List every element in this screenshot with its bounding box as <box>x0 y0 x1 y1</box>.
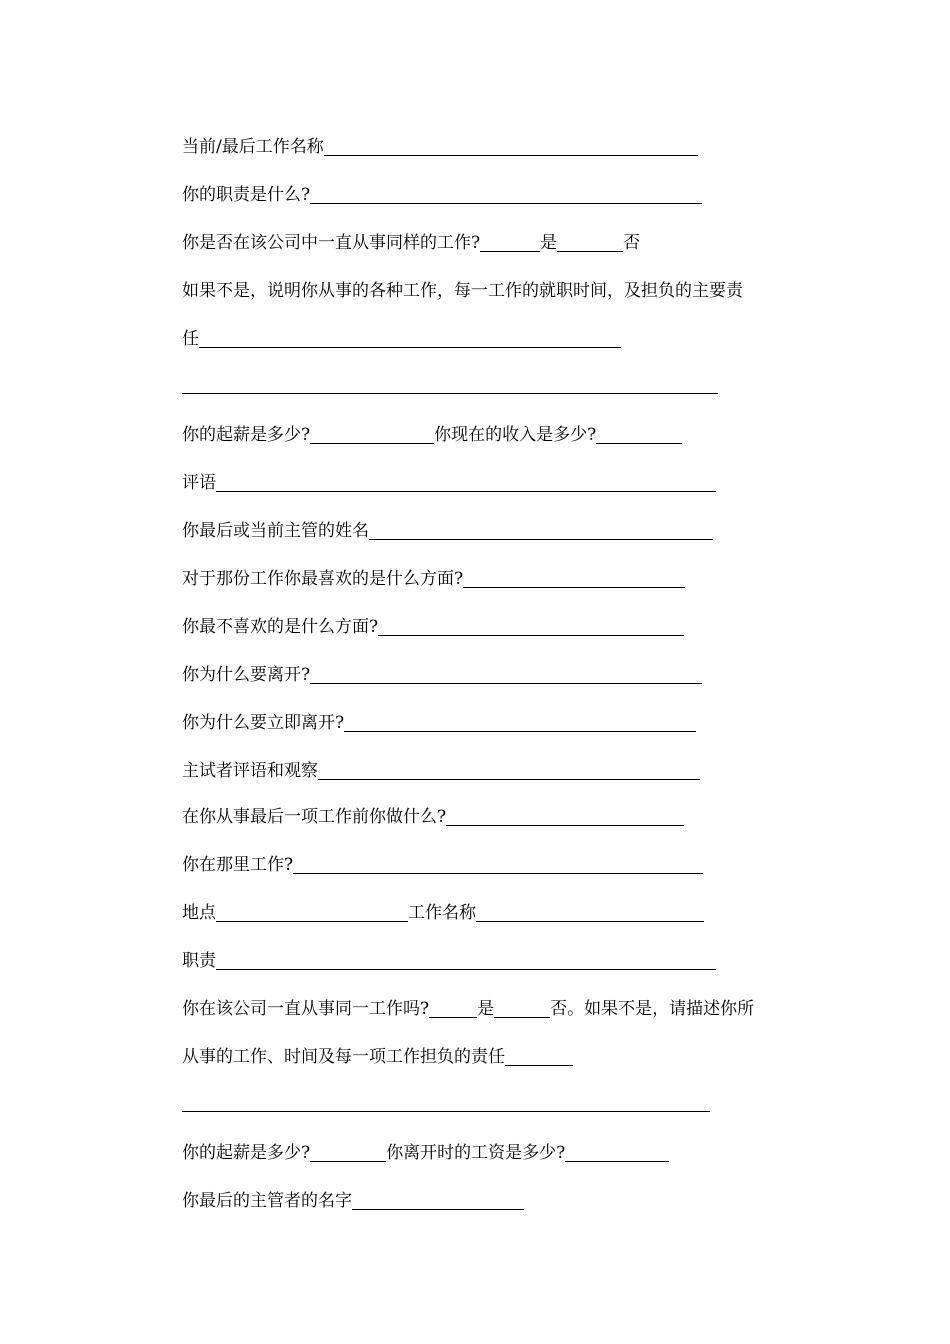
liked-least-row <box>182 616 684 638</box>
same-job-no-field[interactable] <box>557 234 623 252</box>
liked-least-field[interactable] <box>378 618 684 636</box>
current-income-field[interactable] <box>596 426 682 444</box>
why-leave-now-row <box>182 712 696 734</box>
prev-starting-salary-field[interactable] <box>310 1144 386 1162</box>
prev-same-job-yes-field[interactable] <box>429 1000 477 1018</box>
duties-row <box>182 184 702 206</box>
current-income-label: 你现在的收入是多少? <box>434 425 597 445</box>
prev-duties-row <box>182 950 716 972</box>
starting-salary-field[interactable] <box>310 426 434 444</box>
if-not-label: 如果不是，说明你从事的各种工作，每一工作的就职时间，及担负的主要责 <box>182 281 743 301</box>
supervisor-label: 你最后或当前主管的姓名 <box>182 521 369 541</box>
before-last-job-field[interactable] <box>446 808 684 826</box>
prev-starting-salary-label: 你的起薪是多少? <box>182 1143 311 1163</box>
prev-same-job-no-label: 否。如果不是，请描述你所 <box>550 999 755 1019</box>
leaving-salary-label: 你离开时的工资是多少? <box>386 1143 566 1163</box>
responsibility-field[interactable] <box>199 330 621 348</box>
before-last-job-label: 在你从事最后一项工作前你做什么? <box>182 807 447 827</box>
job-title-label: 工作名称 <box>408 903 476 923</box>
same-job-yes-field[interactable] <box>480 234 540 252</box>
prev-work-detail-row <box>182 1046 573 1068</box>
current-job-title-label: 当前/最后工作名称 <box>182 137 324 157</box>
why-leave-now-field[interactable] <box>344 714 696 732</box>
location-title-row <box>182 902 704 924</box>
liked-most-row <box>182 568 685 590</box>
comments-row <box>182 472 716 494</box>
current-job-title-field[interactable] <box>324 138 698 156</box>
comments-label: 评语 <box>182 473 216 493</box>
prev-work-detail-label: 从事的工作、时间及每一项工作担负的责任 <box>182 1047 505 1067</box>
last-supervisor-label: 你最后的主管者的名字 <box>182 1191 352 1211</box>
blank-line-2-field[interactable] <box>182 1094 710 1112</box>
where-work-field[interactable] <box>293 856 703 874</box>
salary-row <box>182 424 682 446</box>
location-label: 地点 <box>182 903 216 923</box>
prev-duties-label: 职责 <box>182 951 216 971</box>
responsibility-label: 任 <box>182 329 199 349</box>
blank-line-1-field[interactable] <box>182 376 718 394</box>
prev-same-job-no-field[interactable] <box>494 1000 550 1018</box>
prev-salary-row <box>182 1142 669 1164</box>
interviewer-notes-label: 主试者评语和观察 <box>182 761 318 781</box>
duties-label: 你的职责是什么? <box>182 185 311 205</box>
where-work-label: 你在那里工作? <box>182 855 294 875</box>
if-not-row <box>182 280 743 302</box>
blank-line-1 <box>182 376 718 396</box>
prev-duties-field[interactable] <box>216 952 716 970</box>
why-leave-field[interactable] <box>310 666 702 684</box>
interviewer-notes-row <box>182 760 700 782</box>
current-job-title-row <box>182 136 698 158</box>
same-job-row <box>182 232 640 254</box>
interviewer-notes-field[interactable] <box>318 762 700 780</box>
why-leave-row <box>182 664 702 686</box>
where-work-row <box>182 854 703 876</box>
starting-salary-label: 你的起薪是多少? <box>182 425 311 445</box>
last-supervisor-row <box>182 1190 524 1212</box>
job-title-field[interactable] <box>476 904 704 922</box>
supervisor-row <box>182 520 713 542</box>
prev-same-job-yes-label: 是 <box>477 999 495 1019</box>
supervisor-field[interactable] <box>369 522 713 540</box>
liked-most-field[interactable] <box>463 570 685 588</box>
before-last-job-row <box>182 806 684 828</box>
prev-work-detail-field[interactable] <box>505 1048 573 1066</box>
why-leave-label: 你为什么要离开? <box>182 665 311 685</box>
last-supervisor-field[interactable] <box>352 1192 524 1210</box>
blank-line-2 <box>182 1094 710 1114</box>
comments-field[interactable] <box>216 474 716 492</box>
why-leave-now-label: 你为什么要立即离开? <box>182 713 345 733</box>
same-job-no-label: 否 <box>623 233 641 253</box>
prev-same-job-row <box>182 998 754 1020</box>
liked-most-label: 对于那份工作你最喜欢的是什么方面? <box>182 569 464 589</box>
same-job-yes-label: 是 <box>540 233 558 253</box>
prev-same-job-label: 你在该公司一直从事同一工作吗? <box>182 999 430 1019</box>
leaving-salary-field[interactable] <box>565 1144 669 1162</box>
duties-field[interactable] <box>310 186 702 204</box>
liked-least-label: 你最不喜欢的是什么方面? <box>182 617 379 637</box>
location-field[interactable] <box>216 904 408 922</box>
same-job-label: 你是否在该公司中一直从事同样的工作? <box>182 233 481 253</box>
responsibility-row <box>182 328 621 350</box>
